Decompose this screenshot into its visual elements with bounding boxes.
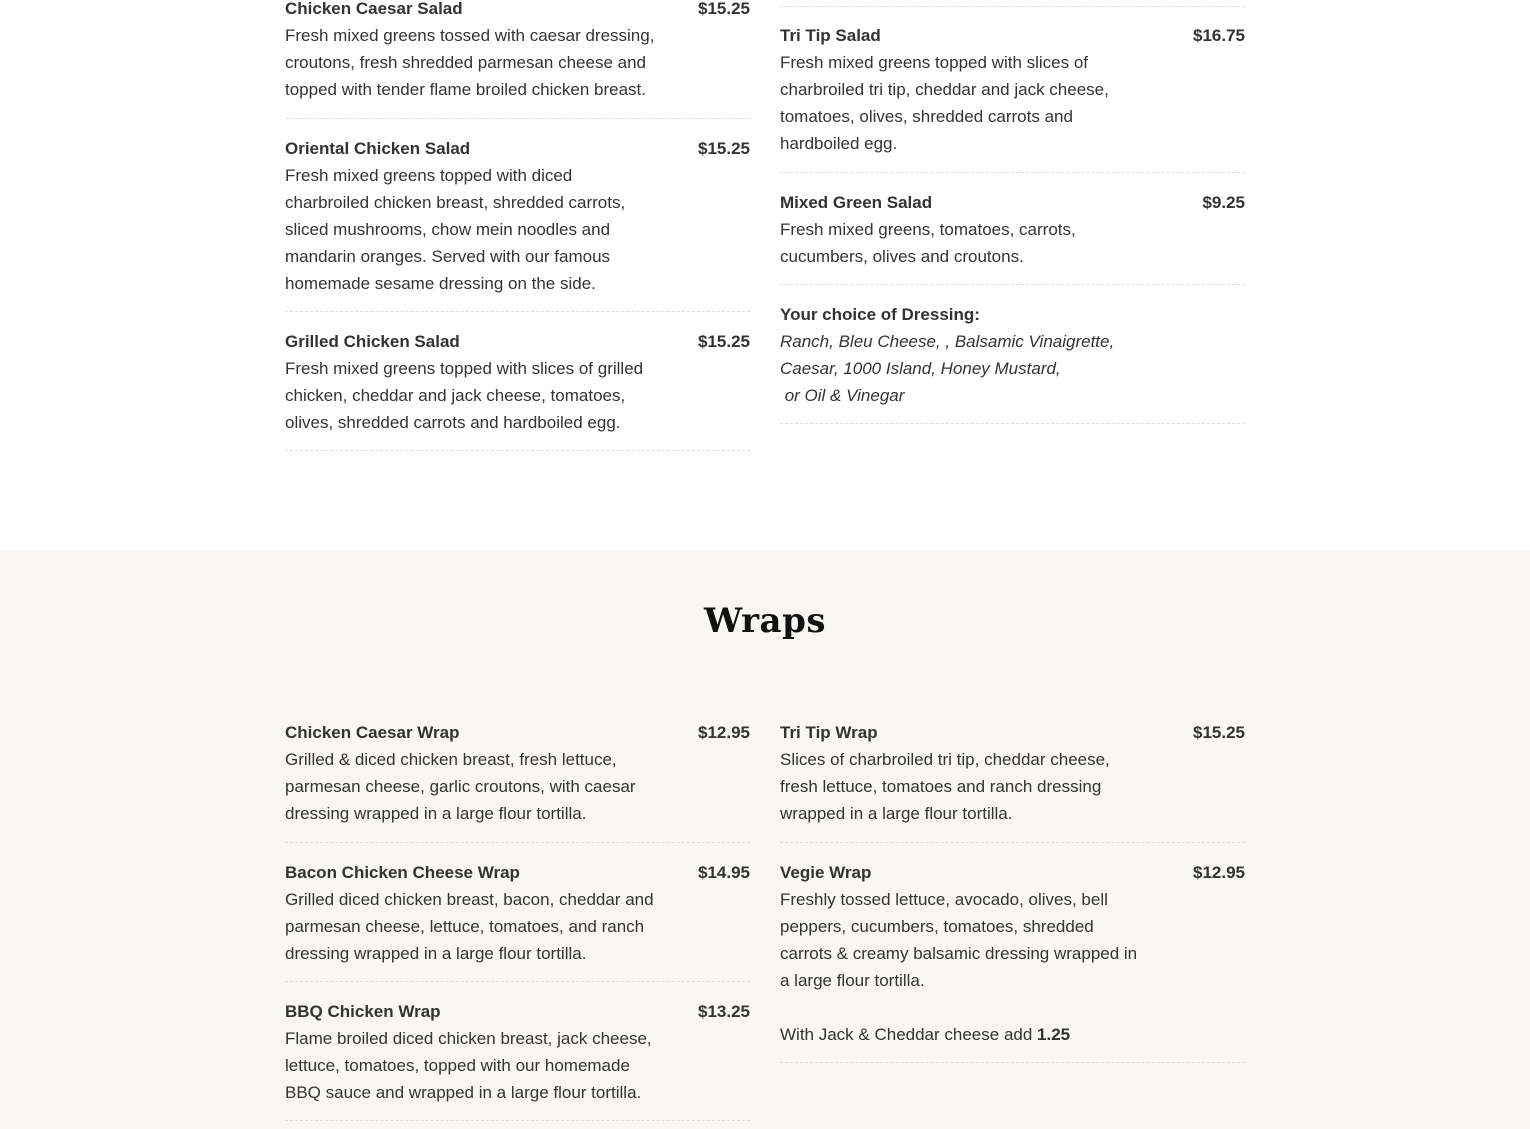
item-name: Vegie Wrap: [780, 863, 872, 882]
item-description: Fresh mixed greens topped with diced charbroiled chicken breast, shredded carrots, sliced mushrooms, chow mein noodles and mandarin oranges. Served with our famous homemade sesame dressing on the side.: [285, 166, 626, 293]
item-description: Grilled & diced chicken breast, fresh lettuce, parmesan cheese, garlic croutons, with caesar dressing wrapped in a large flour tortilla.: [285, 750, 636, 823]
item-description: Freshly tossed lettuce, avocado, olives, bell peppers, cucumbers, tomatoes, shredded carrots & creamy balsamic dressing wrapped in a large flour tortilla.: [780, 890, 1138, 990]
wraps-right-column: [780, 719, 1245, 1063]
menu-item: [285, 719, 750, 843]
item-price: $14.95: [698, 863, 750, 882]
addon-note: [780, 1021, 1245, 1048]
item-name: Tri Tip Wrap: [780, 723, 878, 742]
menu-item: [285, 0, 750, 119]
item-name: Chicken Caesar Wrap: [285, 723, 460, 742]
item-name: BBQ Chicken Wrap: [285, 1002, 441, 1021]
menu-item: [285, 312, 750, 451]
item-price: $9.25: [1202, 193, 1245, 212]
dressing-label: Your choice of Dressing:: [780, 305, 980, 324]
item-description: Fresh mixed greens, tomatoes, carrots, cucumbers, olives and croutons.: [780, 220, 1076, 266]
item-name: Tri Tip Salad: [780, 26, 881, 45]
menu-item: [285, 843, 750, 982]
item-name: Oriental Chicken Salad: [285, 139, 471, 158]
item-name: Grilled Chicken Salad: [285, 332, 460, 351]
addon-text: With Jack & Cheddar cheese add: [780, 1025, 1038, 1044]
item-description: Fresh mixed greens topped with slices of charbroiled tri tip, cheddar and jack cheese, tomatoes, olives, shredded carrots and hardboiled egg.: [780, 53, 1109, 153]
item-description: Fresh mixed greens topped with slices of grilled chicken, cheddar and jack cheese, tomatoes, olives, shredded carrots and hardboiled egg.: [285, 359, 644, 432]
item-description: Flame broiled diced chicken breast, jack cheese, lettuce, tomatoes, topped with our homemade BBQ sauce and wrapped in a large flour tortilla.: [285, 1029, 652, 1102]
salads-section: [0, 0, 1530, 551]
item-price: $15.25: [698, 332, 750, 351]
menu-item: [780, 7, 1245, 173]
dressing-line: or Oil & Vinegar: [780, 386, 905, 405]
item-price: $12.95: [1193, 863, 1245, 882]
item-price: $15.25: [698, 0, 750, 18]
salads-right-column: [780, 6, 1245, 424]
item-price: $16.75: [1193, 26, 1245, 45]
menu-item: [780, 843, 1245, 1063]
section-title: Wraps: [703, 601, 826, 641]
menu-item: [285, 982, 750, 1121]
item-name: Mixed Green Salad: [780, 193, 933, 212]
item-price: $15.25: [698, 139, 750, 158]
item-name: Bacon Chicken Cheese Wrap: [285, 863, 520, 882]
item-name: Chicken Caesar Salad: [285, 0, 463, 18]
item-price: $12.95: [698, 723, 750, 742]
menu-item: [780, 173, 1245, 285]
menu-item: [780, 719, 1245, 843]
wraps-section: [0, 551, 1530, 1129]
addon-price: 1.25: [1037, 1025, 1071, 1044]
dressing-note: [780, 285, 1245, 424]
item-description: Slices of charbroiled tri tip, cheddar cheese, fresh lettuce, tomatoes and ranch dressing wrapped in a large flour tortilla.: [780, 750, 1110, 823]
menu-item: [285, 119, 750, 312]
wraps-left-column: [285, 719, 750, 1121]
item-description: Fresh mixed greens tossed with caesar dressing, croutons, fresh shredded parmesan cheese and topped with tender flame broiled chicken breast.: [285, 26, 655, 99]
item-price: $15.25: [1193, 723, 1245, 742]
item-description: Grilled diced chicken breast, bacon, cheddar and parmesan cheese, lettuce, tomatoes, and ranch dressing wrapped in a large flour tortilla.: [285, 890, 654, 963]
item-price: $13.25: [698, 1002, 750, 1021]
dressing-line: Caesar, 1000 Island, Honey Mustard,: [780, 359, 1061, 378]
salads-left-column: [285, 0, 750, 451]
dressing-line: Ranch, Bleu Cheese, , Balsamic Vinaigrette,: [780, 332, 1115, 351]
